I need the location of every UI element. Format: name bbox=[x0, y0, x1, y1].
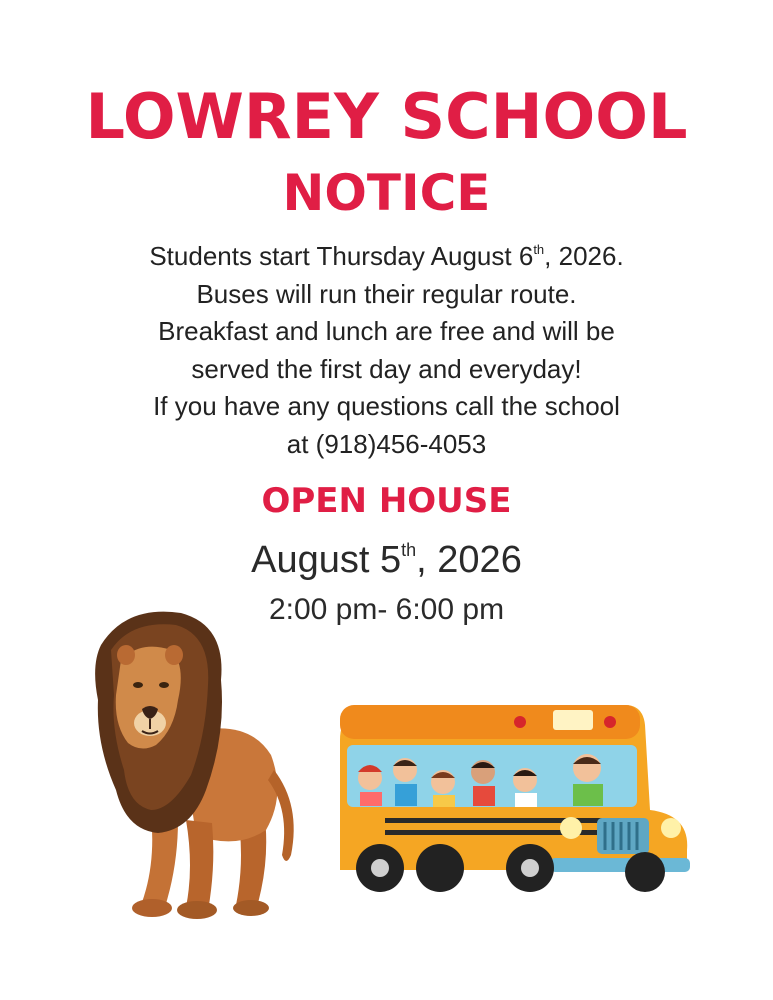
open-house-date-text: August 5 bbox=[251, 539, 402, 581]
school-bus-icon bbox=[325, 700, 695, 900]
meals-line-continued: served the first day and everyday! bbox=[191, 353, 582, 384]
notice-heading: NOTICE bbox=[282, 164, 491, 222]
open-house-date-year: , 2026 bbox=[416, 539, 522, 581]
open-house-date bbox=[0, 540, 773, 582]
lion-icon bbox=[86, 605, 306, 925]
questions-line: If you have any questions call the school bbox=[153, 391, 620, 421]
start-date-year: , 2026. bbox=[544, 241, 624, 271]
start-date-text: Students start Thursday August 6 bbox=[149, 241, 534, 271]
open-house-date-ordinal: th bbox=[401, 540, 417, 560]
start-date-ordinal: th bbox=[533, 242, 545, 257]
meals-line: Breakfast and lunch are free and will be bbox=[158, 316, 615, 346]
start-date-line bbox=[0, 238, 773, 276]
notice-body bbox=[0, 238, 773, 463]
open-house-heading: OPEN HOUSE bbox=[261, 481, 512, 521]
open-house-time: 2:00 pm- 6:00 pm bbox=[268, 593, 505, 626]
page-title: LOWREY SCHOOL bbox=[85, 80, 688, 153]
bus-route-line: Buses will run their regular route. bbox=[196, 278, 577, 309]
phone-line: at (918)456-4053 bbox=[286, 428, 487, 459]
